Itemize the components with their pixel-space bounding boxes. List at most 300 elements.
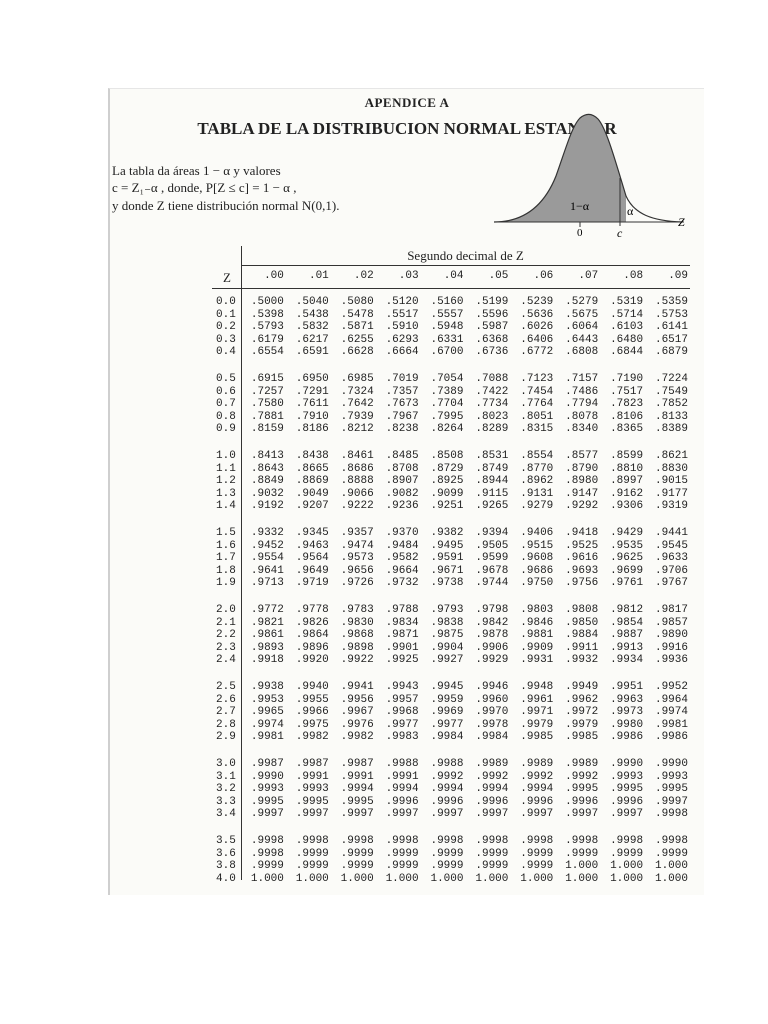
table-cell: .9997 — [340, 808, 374, 821]
z-row-label: 1.4 — [216, 500, 236, 513]
z-row-label: 3.0 — [216, 758, 236, 770]
table-cell: .8106 — [610, 410, 644, 423]
table-cell: .9959 — [430, 693, 464, 706]
table-cell: .6141 — [654, 321, 688, 334]
z-row-label: 1.3 — [216, 487, 236, 500]
table-cell: .9147 — [565, 487, 599, 500]
table-cell: .5239 — [520, 296, 554, 308]
table-cell: 1.000 — [610, 860, 644, 873]
z-row-label: 3.2 — [216, 783, 236, 796]
table-cell: .8944 — [475, 475, 509, 488]
table-cell: .7852 — [654, 398, 688, 411]
table-cell: .7794 — [565, 398, 599, 411]
table-cell: .5714 — [610, 308, 644, 321]
table-cell: .9998 — [430, 835, 464, 847]
alpha-label: α — [627, 204, 634, 218]
table-cell: .9854 — [610, 616, 644, 629]
table-cell: .7734 — [475, 398, 509, 411]
table-cell: .7967 — [385, 410, 419, 423]
z-row-label: 3.3 — [216, 795, 236, 808]
table-cell: 1.000 — [340, 872, 374, 885]
table-cell: .9966 — [295, 706, 329, 719]
table-cell: .9564 — [295, 552, 329, 565]
table-cell: .6480 — [610, 333, 644, 346]
table-cell: 1.000 — [610, 872, 644, 885]
table-cell: .9989 — [520, 758, 554, 770]
table-cell: .9441 — [654, 527, 688, 539]
table-cell: .9545 — [654, 539, 688, 552]
table-cell: .9995 — [340, 795, 374, 808]
intro-line-3: y donde Z tiene distribución normal N(0,1). — [112, 198, 340, 213]
table-cell: .9999 — [250, 860, 284, 873]
table-cell: .9998 — [654, 808, 688, 821]
column-header: .05 — [488, 270, 509, 282]
table-cell: .8621 — [654, 450, 688, 462]
table-cell: .7257 — [250, 385, 284, 398]
table-cell: .9015 — [654, 475, 688, 488]
table-cell: .9982 — [340, 731, 374, 744]
table-cell: .9890 — [654, 629, 688, 642]
column-header: .03 — [398, 270, 419, 282]
table-cell: .6736 — [475, 346, 509, 359]
table-cell: .8289 — [475, 423, 509, 436]
table-cell: 1.000 — [250, 872, 284, 885]
table-cell: .7517 — [610, 385, 644, 398]
table-cell: .7019 — [385, 373, 419, 385]
table-cell: .9946 — [475, 681, 509, 693]
column-header: .04 — [443, 270, 464, 282]
table-cell: .8665 — [295, 462, 329, 475]
table-cell: .9591 — [430, 552, 464, 565]
z-row-label: 2.7 — [216, 706, 236, 719]
table-cell: 1.000 — [385, 872, 419, 885]
table-cell: .5279 — [565, 296, 599, 308]
area-region — [494, 114, 626, 222]
z-row-label: 2.0 — [216, 604, 236, 616]
table-cell: .9812 — [610, 604, 644, 616]
table-cell: .7764 — [520, 398, 554, 411]
column-header: .07 — [578, 270, 599, 282]
column-header: .00 — [264, 270, 284, 282]
table-cell: .9965 — [250, 706, 284, 719]
table-cell: .8078 — [565, 410, 599, 423]
table-cell: .9999 — [295, 860, 329, 873]
table-cell: .6103 — [610, 321, 644, 334]
table-cell: .6331 — [430, 333, 464, 346]
table-cell: .9996 — [385, 795, 419, 808]
normal-table — [212, 246, 690, 885]
table-cell: .9990 — [654, 758, 688, 770]
table-cell: .9999 — [340, 860, 374, 873]
table-cell: .9678 — [475, 564, 509, 577]
table-cell: .8238 — [385, 423, 419, 436]
table-cell: .7291 — [295, 385, 329, 398]
z-row-label: 0.2 — [216, 321, 236, 334]
table-cell: .9706 — [654, 564, 688, 577]
table-cell: .9964 — [654, 693, 688, 706]
table-cell: .7422 — [475, 385, 509, 398]
table-cell: .9798 — [475, 604, 509, 616]
table-cell: .9994 — [340, 783, 374, 796]
table-cell: .9953 — [250, 693, 284, 706]
table-cell: .9999 — [654, 847, 688, 860]
table-cell: .8869 — [295, 475, 329, 488]
page-title: TABLA DE LA DISTRIBUCION NORMAL ESTANDAR — [197, 119, 617, 138]
table-cell: .8212 — [340, 423, 374, 436]
table-cell: .9913 — [610, 641, 644, 654]
table-cell: .5596 — [475, 308, 509, 321]
table-cell: .6628 — [340, 346, 374, 359]
table-cell: .9251 — [430, 500, 464, 513]
table-cell: .7357 — [385, 385, 419, 398]
table-cell: .9713 — [250, 577, 284, 590]
table-cell: .9997 — [475, 808, 509, 821]
z-row-label: 1.5 — [216, 527, 236, 539]
table-cell: .9997 — [430, 808, 464, 821]
table-cell: .9817 — [654, 604, 688, 616]
table-cell: .9979 — [565, 718, 599, 731]
table-cell: .9990 — [250, 770, 284, 783]
table-cell: .9793 — [430, 604, 464, 616]
table-cell: .7881 — [250, 410, 284, 423]
table-cell: .9608 — [520, 552, 554, 565]
table-cell: .9868 — [340, 629, 374, 642]
intro-line-2: c = Z₁₋α , donde, P[Z ≤ c] = 1 − α , — [112, 180, 297, 195]
table-cell: .5948 — [430, 321, 464, 334]
z-row-label: 3.1 — [216, 770, 236, 783]
table-cell: .9970 — [475, 706, 509, 719]
table-cell: .8413 — [250, 450, 284, 462]
table-cell: .6950 — [295, 373, 329, 385]
table-cell: .9987 — [250, 758, 284, 770]
table-cell: .9945 — [430, 681, 464, 693]
table-cell: .9993 — [654, 770, 688, 783]
table-cell: 1.000 — [654, 860, 688, 873]
table-cell: .7704 — [430, 398, 464, 411]
table-cell: .5080 — [340, 296, 374, 308]
table-cell: .9633 — [654, 552, 688, 565]
table-cell: .9484 — [385, 539, 419, 552]
table-cell: .9980 — [610, 718, 644, 731]
z-row-label: 0.9 — [216, 423, 236, 436]
z-row-label: 2.5 — [216, 681, 236, 693]
table-cell: .7823 — [610, 398, 644, 411]
z-row-label: 0.6 — [216, 385, 236, 398]
table-cell: .9236 — [385, 500, 419, 513]
table-cell: .7642 — [340, 398, 374, 411]
table-cell: .9993 — [610, 770, 644, 783]
table-cell: .9961 — [520, 693, 554, 706]
table-cell: .9979 — [520, 718, 554, 731]
z-row-label: 1.8 — [216, 564, 236, 577]
table-cell: .9988 — [385, 758, 419, 770]
z-row-label: 2.1 — [216, 616, 236, 629]
z-row-label: 2.3 — [216, 641, 236, 654]
table-cell: .6064 — [565, 321, 599, 334]
table-cell: .9370 — [385, 527, 419, 539]
table-cell: .7611 — [295, 398, 329, 411]
table-cell: .9719 — [295, 577, 329, 590]
table-cell: .9999 — [520, 860, 554, 873]
table-cell: .7454 — [520, 385, 554, 398]
c-label: c — [617, 226, 623, 238]
z-row-label: 1.0 — [216, 450, 236, 462]
table-cell: .8023 — [475, 410, 509, 423]
table-cell: .9222 — [340, 500, 374, 513]
table-cell: .9830 — [340, 616, 374, 629]
z-row-label: 3.5 — [216, 835, 236, 847]
table-cell: .9969 — [430, 706, 464, 719]
table-cell: .9726 — [340, 577, 374, 590]
table-cell: .9429 — [610, 527, 644, 539]
table-cell: .8438 — [295, 450, 329, 462]
table-cell: .5910 — [385, 321, 419, 334]
table-cell: .9893 — [250, 641, 284, 654]
table-cell: .9983 — [385, 731, 419, 744]
table-cell: .9989 — [475, 758, 509, 770]
table-cell: .9999 — [340, 847, 374, 860]
table-cell: .9738 — [430, 577, 464, 590]
table-cell: .9664 — [385, 564, 419, 577]
z-row-label: 0.7 — [216, 398, 236, 411]
table-cell: .9999 — [385, 847, 419, 860]
table-cell: .5199 — [475, 296, 509, 308]
table-cell: .9861 — [250, 629, 284, 642]
table-cell: .9968 — [385, 706, 419, 719]
table-cell: .9991 — [295, 770, 329, 783]
table-cell: .8133 — [654, 410, 688, 423]
column-header: .08 — [623, 270, 644, 282]
z-row-label: 0.3 — [216, 333, 236, 346]
table-cell: .7673 — [385, 398, 419, 411]
table-cell: .9998 — [520, 835, 554, 847]
table-cell: .9535 — [610, 539, 644, 552]
table-cell: .9973 — [610, 706, 644, 719]
table-cell: .9996 — [430, 795, 464, 808]
column-header: .02 — [353, 270, 374, 282]
table-cell: .9978 — [475, 718, 509, 731]
table-cell: .9999 — [475, 847, 509, 860]
table-cell: 1.000 — [654, 872, 688, 885]
column-header: .09 — [668, 270, 688, 282]
table-cell: .8365 — [610, 423, 644, 436]
table-cell: .9693 — [565, 564, 599, 577]
z-row-label: 0.4 — [216, 346, 236, 359]
table-cell: .8340 — [565, 423, 599, 436]
table-cell: .5319 — [610, 296, 644, 308]
table-cell: .9994 — [385, 783, 419, 796]
table-cell: .7123 — [520, 373, 554, 385]
table-cell: .9936 — [654, 654, 688, 667]
table-cell: .9996 — [565, 795, 599, 808]
table-cell: .8264 — [430, 423, 464, 436]
table-cell: .9878 — [475, 629, 509, 642]
table-cell: .9904 — [430, 641, 464, 654]
column-header: .01 — [308, 270, 329, 282]
table-cell: .5753 — [654, 308, 688, 321]
table-cell: .5557 — [430, 308, 464, 321]
z-row-label: 0.8 — [216, 410, 236, 423]
table-cell: .6879 — [654, 346, 688, 359]
table-caption: Segundo decimal de Z — [407, 248, 524, 263]
z-row-label: 1.6 — [216, 539, 236, 552]
table-cell: .9998 — [610, 835, 644, 847]
table-cell: .9756 — [565, 577, 599, 590]
table-cell: .9265 — [475, 500, 509, 513]
table-cell: .9957 — [385, 693, 419, 706]
table-cell: .9821 — [250, 616, 284, 629]
table-cell: .9916 — [654, 641, 688, 654]
table-cell: .9995 — [654, 783, 688, 796]
table-cell: .9838 — [430, 616, 464, 629]
table-cell: .6293 — [385, 333, 419, 346]
table-cell: .9994 — [475, 783, 509, 796]
table-cell: .9998 — [565, 835, 599, 847]
table-cell: .9986 — [610, 731, 644, 744]
table-cell: .9999 — [610, 847, 644, 860]
table-cell: .8577 — [565, 450, 599, 462]
table-cell: .7580 — [250, 398, 284, 411]
table-cell: .9929 — [475, 654, 509, 667]
table-cell: .5000 — [250, 296, 284, 308]
table-cell: .9918 — [250, 654, 284, 667]
table-cell: .9582 — [385, 552, 419, 565]
table-cell: .9997 — [295, 808, 329, 821]
table-cell: .9920 — [295, 654, 329, 667]
table-cell: .6844 — [610, 346, 644, 359]
table-cell: .8962 — [520, 475, 554, 488]
table-cell: .8749 — [475, 462, 509, 475]
table-cell: .9357 — [340, 527, 374, 539]
table-cell: .9699 — [610, 564, 644, 577]
table-cell: .9332 — [250, 527, 284, 539]
table-cell: .9997 — [520, 808, 554, 821]
table-cell: .9599 — [475, 552, 509, 565]
table-cell: .9554 — [250, 552, 284, 565]
table-cell: .7910 — [295, 410, 329, 423]
table-cell: .9998 — [340, 835, 374, 847]
table-cell: .9808 — [565, 604, 599, 616]
table-cell: .6985 — [340, 373, 374, 385]
table-cell: .9952 — [654, 681, 688, 693]
table-cell: .9177 — [654, 487, 688, 500]
table-cell: .9963 — [610, 693, 644, 706]
table-cell: .8461 — [340, 450, 374, 462]
table-cell: .9925 — [385, 654, 419, 667]
table-cell: 1.000 — [430, 872, 464, 885]
table-cell: .6179 — [250, 333, 284, 346]
table-cell: .9452 — [250, 539, 284, 552]
table-cell: .9967 — [340, 706, 374, 719]
table-cell: .9951 — [610, 681, 644, 693]
table-cell: .9131 — [520, 487, 554, 500]
table-cell: .9115 — [475, 487, 509, 500]
axis-label: Z — [678, 215, 685, 229]
table-cell: .9932 — [565, 654, 599, 667]
table-cell: .5871 — [340, 321, 374, 334]
table-cell: .8051 — [520, 410, 554, 423]
table-cell: .9842 — [475, 616, 509, 629]
table-cell: .7054 — [430, 373, 464, 385]
table-cell: .9901 — [385, 641, 419, 654]
table-cell: .7190 — [610, 373, 644, 385]
normal-curve-figure — [394, 56, 694, 238]
table-cell: .9985 — [520, 731, 554, 744]
table-cell: .7389 — [430, 385, 464, 398]
table-cell: .9988 — [430, 758, 464, 770]
z-row-label: 2.4 — [216, 654, 236, 667]
table-cell: .5398 — [250, 308, 284, 321]
table-cell: .9995 — [610, 783, 644, 796]
table-cell: .9955 — [295, 693, 329, 706]
table-cell: .9192 — [250, 500, 284, 513]
table-cell: .8997 — [610, 475, 644, 488]
table-cell: .9826 — [295, 616, 329, 629]
table-cell: .8315 — [520, 423, 554, 436]
table-cell: .9938 — [250, 681, 284, 693]
table-cell: .8159 — [250, 423, 284, 436]
table-cell: .6217 — [295, 333, 329, 346]
table-cell: .6368 — [475, 333, 509, 346]
table-cell: .9463 — [295, 539, 329, 552]
table-cell: .9993 — [295, 783, 329, 796]
z-row-label: 3.4 — [216, 808, 236, 821]
caption-rule — [241, 265, 690, 266]
z-row-label: 4.0 — [216, 872, 236, 885]
table-cell: .9999 — [475, 860, 509, 873]
table-cell: .9992 — [565, 770, 599, 783]
intro-line-1: La tabla da áreas 1 − α y valores — [112, 163, 281, 178]
table-cell: .9941 — [340, 681, 374, 693]
table-cell: .9418 — [565, 527, 599, 539]
table-cell: .9927 — [430, 654, 464, 667]
table-cell: .5987 — [475, 321, 509, 334]
table-cell: .9345 — [295, 527, 329, 539]
table-cell: .9306 — [610, 500, 644, 513]
z-row-label: 0.1 — [216, 308, 236, 321]
table-cell: .7088 — [475, 373, 509, 385]
table-cell: .6772 — [520, 346, 554, 359]
table-cell: .9998 — [295, 835, 329, 847]
table-cell: .9992 — [430, 770, 464, 783]
table-cell: .9974 — [250, 718, 284, 731]
table-cell: .9406 — [520, 527, 554, 539]
table-cell: .9686 — [520, 564, 554, 577]
table-cell: .9319 — [654, 500, 688, 513]
table-cell: .9934 — [610, 654, 644, 667]
table-cell: .5359 — [654, 296, 688, 308]
table-cell: .7486 — [565, 385, 599, 398]
z-row-label: 2.8 — [216, 718, 236, 731]
table-cell: .9875 — [430, 629, 464, 642]
table-cell: .7157 — [565, 373, 599, 385]
table-cell: .9864 — [295, 629, 329, 642]
table-cell: .7324 — [340, 385, 374, 398]
table-cell: .8849 — [250, 475, 284, 488]
table-cell: .5438 — [295, 308, 329, 321]
table-cell: .8554 — [520, 450, 554, 462]
table-cell: .9949 — [565, 681, 599, 693]
table-cell: .8980 — [565, 475, 599, 488]
column-header: .06 — [533, 270, 554, 282]
table-cell: .6591 — [295, 346, 329, 359]
table-cell: .9996 — [520, 795, 554, 808]
table-cell: .9625 — [610, 552, 644, 565]
table-cell: .9671 — [430, 564, 464, 577]
table-cell: .9977 — [430, 718, 464, 731]
table-cell: .9997 — [385, 808, 419, 821]
z-row-label: 3.8 — [216, 860, 236, 873]
